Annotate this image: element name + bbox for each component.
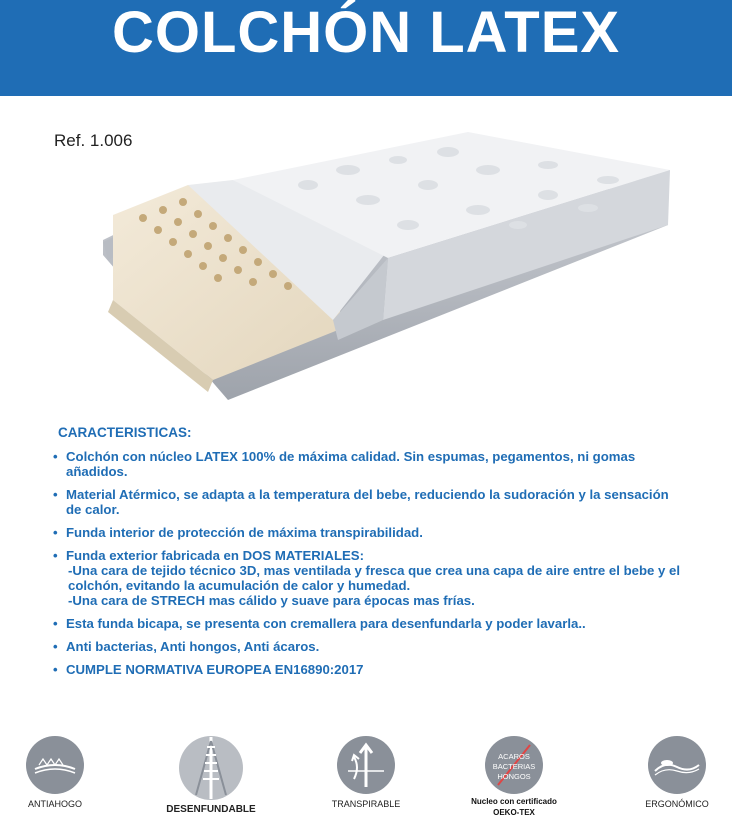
airflow-icon (336, 735, 396, 795)
list-item: • Material Atérmico, se adapta a la temperatura del bebe, reduciendo la sudoración y la sensación de calor. (52, 487, 682, 517)
svg-text:HONGOS: HONGOS (497, 772, 531, 781)
features-heading: CARACTERISTICAS: (58, 425, 192, 440)
list-item: • Esta funda bicapa, se presenta con cremallera para desenfundarla y poder lavarla.. (52, 616, 682, 631)
desenfundable-feature: DESENFUNDABLE (146, 735, 276, 815)
transpirable-feature: TRANSPIRABLE (301, 735, 431, 809)
list-item: • Anti bacterias, Anti hongos, Anti ácaros. (52, 639, 682, 654)
certificate-label: Nucleo con certificado (471, 797, 557, 806)
feature-icons-row (0, 735, 732, 838)
header-banner (0, 0, 732, 96)
features-list (52, 449, 682, 685)
antiahogo-icon (25, 735, 85, 795)
svg-text:BACTERIAS: BACTERIAS (492, 762, 536, 771)
sub-item: -Una cara de tejido técnico 3D, mas ventilada y fresca que crea una capa de aire entre el bebe y el colchón, evitando la acumulación de calor y humedad. (68, 563, 681, 593)
list-item: • CUMPLE NORMATIVA EUROPEA EN16890:2017 (52, 662, 682, 677)
list-item: • Colchón con núcleo LATEX 100% de máxima calidad. Sin espumas, pegamentos, ni gomas añadidos. (52, 449, 682, 479)
page-title: COLCHÓN LATEX (111, 0, 621, 65)
list-item: • Funda exterior fabricada en DOS MATERIALES: -Una cara de tejido técnico 3D, mas ventilada y fresca que crea una capa de aire entre el bebe y el colchón, evitando la acumulación de calor y humedad. -Una cara de STRECH mas cálido y suave para épocas mas frías. (52, 548, 682, 608)
mattress-illustration (48, 130, 680, 410)
product-reference: Ref. 1.006 (54, 131, 133, 150)
certificate-label-brand: OEKO-TEX (493, 808, 535, 817)
zipper-icon (178, 735, 244, 801)
svg-text:ACAROS: ACAROS (498, 752, 530, 761)
certificate-icon (484, 735, 544, 795)
certificado-feature (449, 735, 579, 817)
list-item: • Funda interior de protección de máxima transpirabilidad. (52, 525, 682, 540)
antiahogo-feature: ANTIAHOGO (0, 735, 120, 809)
ergonomic-icon (647, 735, 707, 795)
ergonomico-feature: ERGONÓMICO (612, 735, 732, 809)
sub-item: -Una cara de STRECH mas cálido y suave para épocas mas frías. (68, 593, 475, 608)
